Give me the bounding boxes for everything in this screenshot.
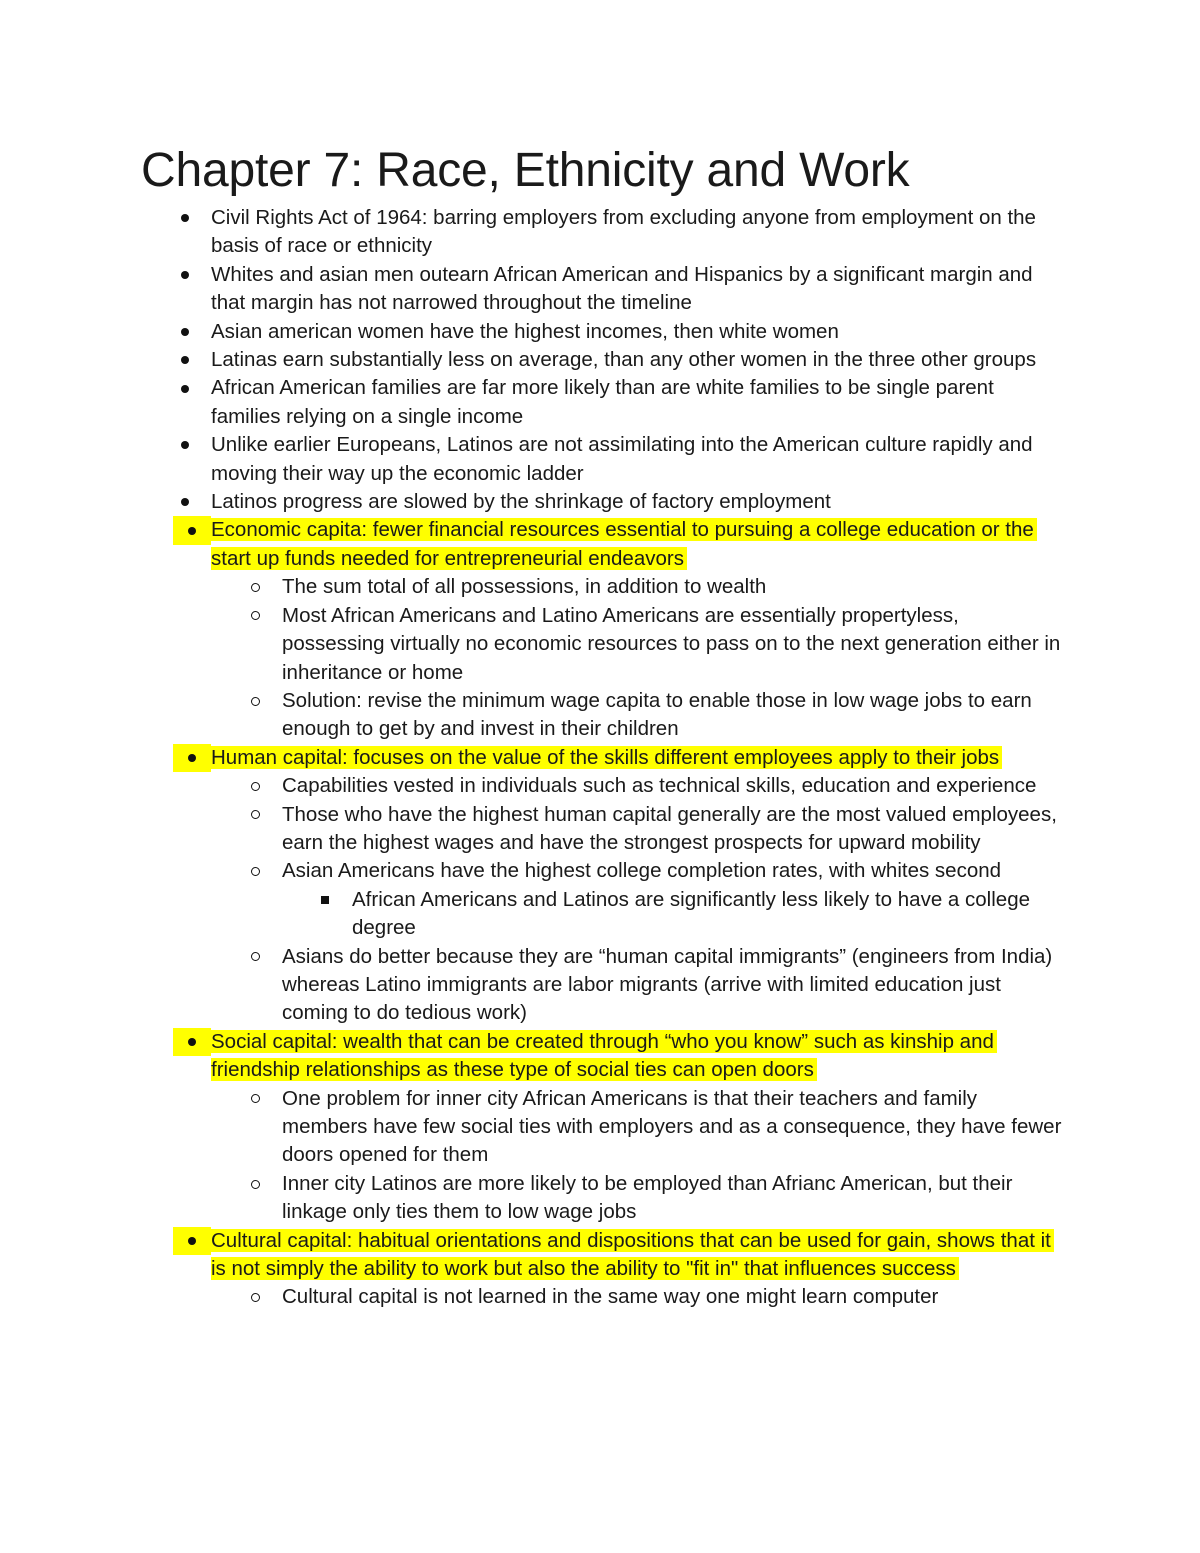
bullet-circle-icon xyxy=(245,943,265,971)
bullet-dot-icon xyxy=(175,488,195,516)
bullet-circle-icon xyxy=(245,573,265,601)
list-item xyxy=(0,857,1062,885)
list-item xyxy=(0,204,1061,261)
list-item-text: Unlike earlier Europeans, Latinos are not assimilating into the American culture rapidly and moving their way up the economic ladder xyxy=(211,433,1033,485)
list-item xyxy=(0,602,1062,687)
list-item-text: Solution: revise the minimum wage capita to enable those in low wage jobs to earn enough to get by and invest in their children xyxy=(282,688,1032,741)
list-item-text: Asians do better because they are “human capital immigrants” (engineers from India) whereas Latino immigrants are labor migrants (arrive with limited education just coming to do tedious work) xyxy=(282,944,1053,1025)
list-item xyxy=(0,1028,1061,1085)
bullet-circle-icon xyxy=(245,1283,265,1311)
list-item-text: One problem for inner city African Americans is that their teachers and family members have few social ties with employers and as a consequence, they have fewer doors opened for them xyxy=(282,1086,1062,1167)
list-item-text: Asian american women have the highest incomes, then white women xyxy=(211,319,839,343)
bullet-list xyxy=(0,204,1200,1312)
list-item-text: Cultural capital: habitual orientations and dispositions that can be used for gain, shows that it is not simply the ability to work but also the ability to "fit in" that influences success xyxy=(211,1229,1054,1280)
bullet-dot-icon xyxy=(175,318,195,346)
list-item-text: African Americans and Latinos are significantly less likely to have a college degree xyxy=(352,887,1030,940)
list-item xyxy=(0,1283,1062,1311)
list-item xyxy=(0,346,1061,374)
list-item xyxy=(0,431,1061,488)
bullet-square-icon xyxy=(315,886,335,914)
page-title: Chapter 7: Race, Ethnicity and Work xyxy=(141,144,910,197)
list-item xyxy=(0,886,1052,943)
list-item xyxy=(0,318,1061,346)
list-item-text: African American families are far more likely than are white families to be single parent families relying on a single income xyxy=(211,376,994,428)
list-item-text: Economic capita: fewer financial resources essential to pursuing a college education or the start up funds needed for entrepreneurial endeavors xyxy=(211,518,1037,569)
list-item-text: Inner city Latinos are more likely to be employed than Afrianc American, but their linkage only ties them to low wage jobs xyxy=(282,1171,1013,1224)
list-item xyxy=(0,943,1062,1028)
list-item-text: Civil Rights Act of 1964: barring employers from excluding anyone from employment on the basis of race or ethnicity xyxy=(211,206,1036,258)
bullet-dot-icon xyxy=(175,431,195,459)
list-item xyxy=(0,1170,1062,1227)
list-item-text: Those who have the highest human capital generally are the most valued employees, earn the highest wages and have the strongest prospects for upward mobility xyxy=(282,802,1057,854)
list-item xyxy=(0,261,1061,318)
bullet-circle-icon xyxy=(245,1085,265,1113)
list-item-text: Capabilities vested in individuals such as technical skills, education and experience xyxy=(282,774,1037,798)
list-item-text: Most African Americans and Latino Americans are essentially propertyless, possessing virtually no economic resources to pass on to the next generation either in inheritance or home xyxy=(282,603,1061,684)
list-item-text: Whites and asian men outearn African American and Hispanics by a significant margin and that margin has not narrowed throughout the timeline xyxy=(211,262,1033,315)
list-item xyxy=(0,772,1062,800)
list-item xyxy=(0,744,1061,772)
bullet-circle-icon xyxy=(245,857,265,885)
list-item xyxy=(0,573,1062,601)
list-item-text: Social capital: wealth that can be created through “who you know” such as kinship and friendship relationships as these type of social ties can open doors xyxy=(211,1030,997,1081)
bullet-circle-icon xyxy=(245,772,265,800)
bullet-dot-icon xyxy=(175,204,195,232)
list-item xyxy=(0,1085,1062,1170)
bullet-dot-icon xyxy=(173,1028,211,1056)
list-item xyxy=(0,801,1062,858)
list-item xyxy=(0,516,1061,573)
bullet-dot-icon xyxy=(173,744,211,772)
bullet-dot-icon xyxy=(173,1227,211,1255)
bullet-dot-icon xyxy=(175,261,195,289)
list-item-text: Human capital: focuses on the value of the skills different employees apply to their jobs xyxy=(211,746,1002,769)
list-item-text: Latinos progress are slowed by the shrinkage of factory employment xyxy=(211,490,831,514)
list-item xyxy=(0,488,1061,516)
bullet-dot-icon xyxy=(173,516,211,544)
list-item-text: Cultural capital is not learned in the same way one might learn computer xyxy=(282,1285,939,1309)
list-item xyxy=(0,1227,1061,1284)
bullet-circle-icon xyxy=(245,687,265,715)
list-item xyxy=(0,374,1061,431)
list-item-text: Asian Americans have the highest college completion rates, with whites second xyxy=(282,859,1002,883)
list-item-text: Latinas earn substantially less on average, than any other women in the three other groups xyxy=(211,348,1037,372)
bullet-circle-icon xyxy=(245,602,265,630)
list-item-text: The sum total of all possessions, in addition to wealth xyxy=(282,575,767,599)
list-item xyxy=(0,687,1062,744)
bullet-dot-icon xyxy=(175,346,195,374)
bullet-circle-icon xyxy=(245,1170,265,1198)
bullet-circle-icon xyxy=(245,801,265,829)
bullet-dot-icon xyxy=(175,374,195,402)
